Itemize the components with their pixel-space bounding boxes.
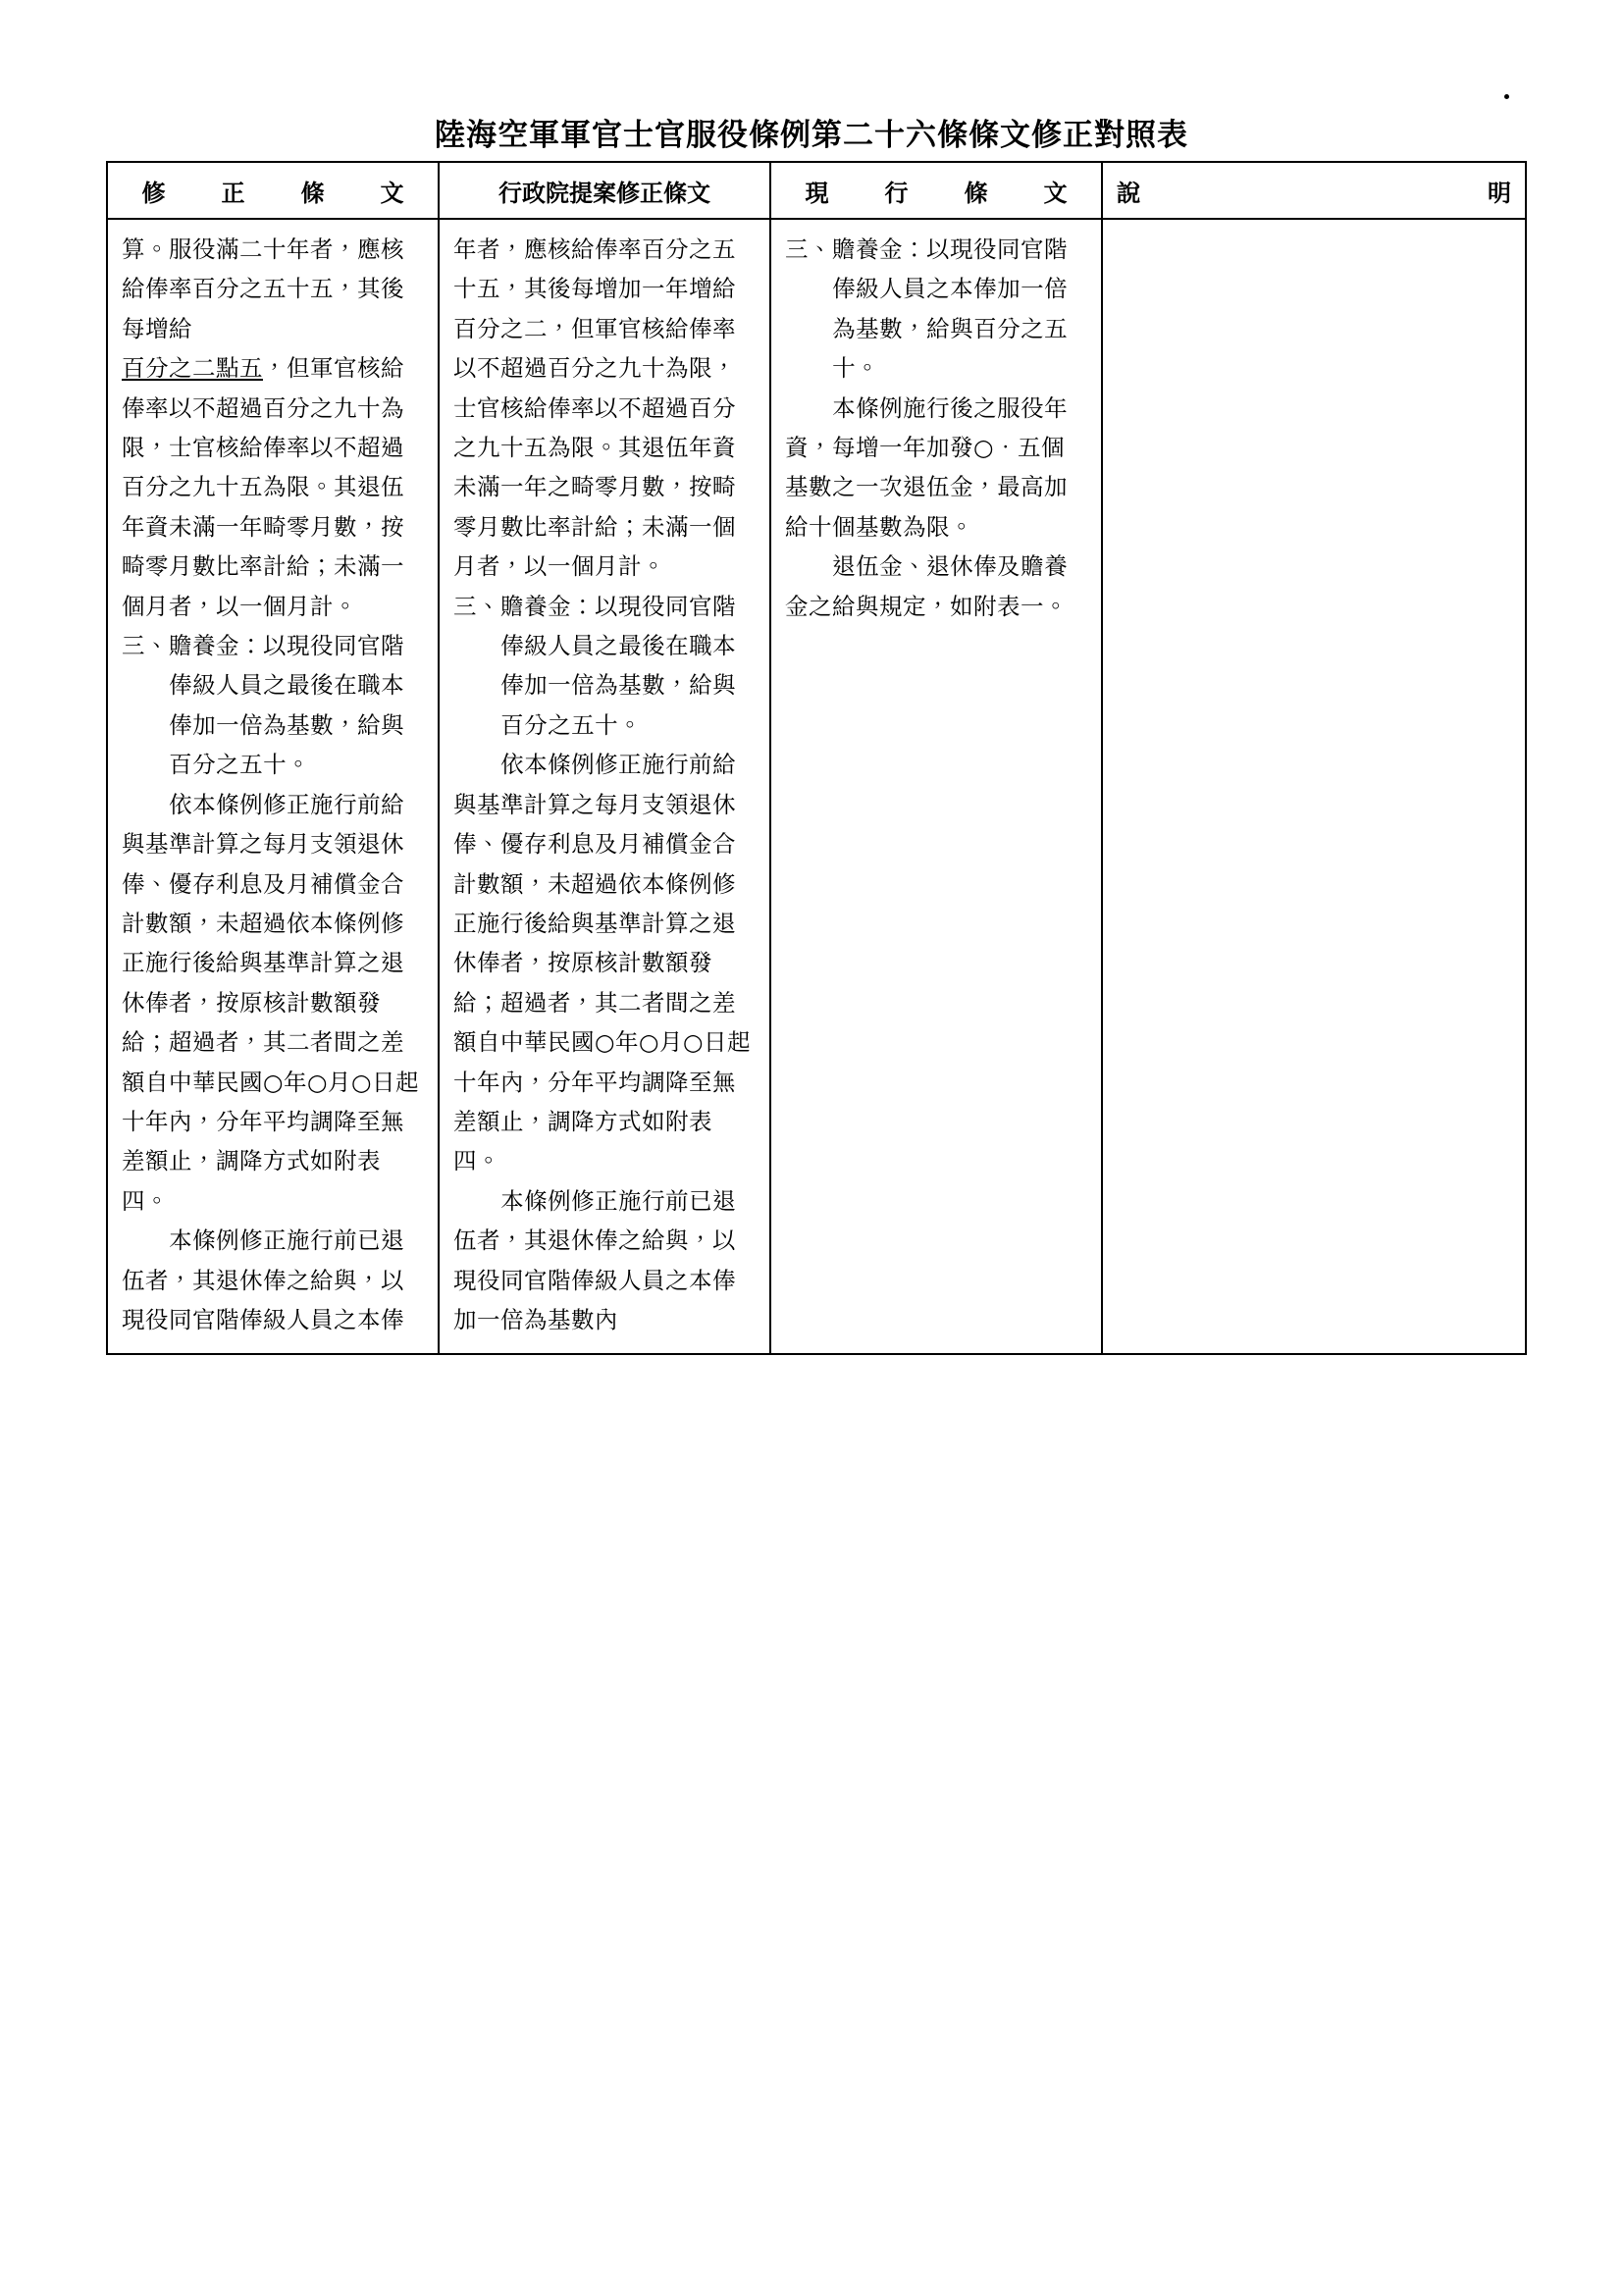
paragraph: 依本條例修正施行前給與基準計算之每月支領退休俸、優存利息及月補償金合計數額，未超過依本條例修正施行後給與基準計算之退休俸者，按原核計數額發給；超過者，其二者間之差額自中華民國○年○月○日起十年內，分年平均調降至無差額止，調降方式如附表四。	[122, 790, 420, 1215]
paragraph: 本條例修正施行前已退伍者，其退休俸之給與，以現役同官階俸級人員之本俸	[122, 1226, 405, 1333]
cell-current-provision	[770, 219, 1102, 1354]
header-char-1: 現	[805, 178, 829, 207]
column-header-amendment	[107, 162, 439, 219]
paragraph: 退伍金、退休俸及贍養金之給與規定，如附表一。	[785, 552, 1069, 620]
cell-explanation	[1102, 219, 1526, 1354]
column-header-explanation	[1102, 162, 1526, 219]
column-header-current-provision	[770, 162, 1102, 219]
explanation-text	[1103, 220, 1525, 243]
header-char-3: 條	[300, 178, 325, 207]
paragraph-with-underline	[122, 348, 424, 626]
header-right-char: 明	[1488, 178, 1511, 207]
paragraph: 依本條例修正施行前給與基準計算之每月支領退休俸、優存利息及月補償金合計數額，未超過依本條例修正施行後給與基準計算之退休俸者，按原核計數額發給；超過者，其二者間之差額自中華民國○年○月○日起十年內，分年平均調降至無差額止，調降方式如附表四。	[453, 751, 752, 1175]
cell-amendment	[107, 219, 439, 1354]
paragraph-item-three: 三、贍養金：以現役同官階俸級人員之最後在職本俸加一倍為基數，給與百分之五十。	[122, 632, 405, 779]
amendment-text	[108, 220, 438, 1353]
header-text: 行政院提案修正條文	[498, 178, 710, 207]
comparison-table	[106, 161, 1527, 1355]
underlined-amendment-text: 百分之二點五	[122, 354, 263, 383]
header-left-char: 說	[1117, 178, 1140, 207]
corner-dot-mark	[1504, 94, 1509, 99]
current-provision-text	[771, 220, 1101, 640]
paragraph: 本條例施行後之服役年資，每增一年加發○‧五個基數之一次退伍金，最高加給十個基數為限。	[785, 393, 1069, 541]
paragraph-rest: ，但軍官核給俸率以不超過百分之九十為限，士官核給俸率以不超過百分之九十五為限。其退伍年資未滿一年畸零月數，按畸零月數比率計給；未滿一個月者，以一個月計。	[122, 354, 404, 620]
paragraph: 年者，應核給俸率百分之五十五，其後每增加一年增給百分之二，但軍官核給俸率以不超過百分之九十為限，士官核給俸率以不超過百分之九十五為限。其退伍年資未滿一年之畸零月數，按畸零月數比率計給；未滿一個月者，以一個月計。	[453, 235, 736, 581]
table-body-row	[107, 219, 1526, 1354]
paragraph: 本條例修正施行前已退伍者，其退休俸之給與，以現役同官階俸級人員之本俸加一倍為基數內	[453, 1186, 737, 1333]
proposal-text	[440, 220, 769, 1353]
table-header-row	[107, 162, 1526, 219]
header-char-1: 修	[141, 178, 166, 207]
page-title: 陸海空軍軍官士官服役條例第二十六條條文修正對照表	[435, 118, 1188, 153]
header-char-3: 條	[964, 178, 988, 207]
column-header-executive-yuan-proposal	[439, 162, 770, 219]
paragraph-item-three: 三、贍養金：以現役同官階俸級人員之本俸加一倍為基數，給與百分之五十。	[785, 235, 1069, 383]
header-char-4: 文	[380, 178, 404, 207]
header-char-2: 行	[884, 178, 909, 207]
cell-executive-yuan-proposal	[439, 219, 770, 1354]
paragraph: 算。服役滿二十年者，應核給俸率百分之五十五，其後每增給	[122, 235, 404, 342]
paragraph-item-three: 三、贍養金：以現役同官階俸級人員之最後在職本俸加一倍為基數，給與百分之五十。	[453, 592, 737, 739]
header-char-4: 文	[1043, 178, 1068, 207]
header-char-2: 正	[221, 178, 245, 207]
